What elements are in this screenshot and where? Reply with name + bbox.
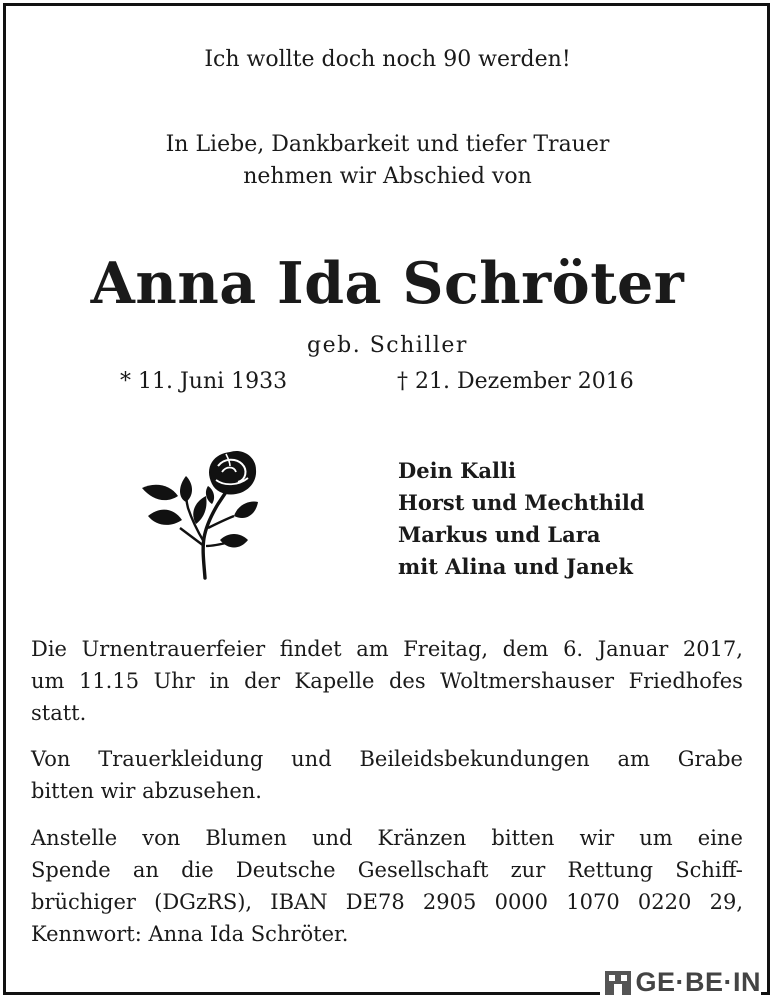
intro-line-1: In Liebe, Dankbarkeit und tiefer Trauer (165, 132, 610, 157)
word: 6. (563, 637, 584, 661)
paragraph-line (31, 743, 743, 775)
word: in (209, 669, 230, 693)
word: Beileidsbekundungen (359, 747, 590, 771)
ceremony-paragraph (31, 633, 743, 729)
word: 0220 (637, 890, 692, 914)
paragraph-line: statt. (31, 701, 87, 725)
word: an (132, 858, 159, 882)
word: am (356, 637, 389, 661)
word: Kapelle (294, 669, 375, 693)
word: 11.15 (78, 669, 140, 693)
word: eine (697, 826, 743, 850)
word: Trauerkleidung (98, 747, 264, 771)
word: am (617, 747, 650, 771)
word: und (311, 826, 353, 850)
word: 2905 (422, 890, 477, 914)
death-date: † 21. Dezember 2016 (397, 369, 634, 394)
intro-line-2: nehmen wir Abschied von (243, 164, 532, 189)
word: Die (31, 637, 67, 661)
quote: Ich wollte doch noch 90 werden! (204, 47, 571, 72)
word: die (181, 858, 214, 882)
deceased-name: Anna Ida Schröter (90, 250, 685, 317)
donation-paragraph (31, 822, 743, 950)
family-list (398, 455, 645, 583)
word: Woltmershauser (440, 669, 615, 693)
word: und (291, 747, 332, 771)
word: Anstelle (31, 826, 118, 850)
word: 29, (709, 890, 743, 914)
paragraph-line: Kennwort: Anna Ida Schröter. (31, 922, 349, 946)
word: Rettung (567, 858, 654, 882)
word: zur (510, 858, 546, 882)
word: findet (279, 637, 342, 661)
word: Januar (597, 637, 669, 661)
word: des (388, 669, 426, 693)
word: Freitag, (403, 637, 489, 661)
family-member: Markus und Lara (398, 522, 601, 547)
word: wir (579, 826, 615, 850)
birth-name: geb. Schiller (307, 333, 468, 358)
rose-icon (138, 446, 260, 584)
word: Uhr (153, 669, 195, 693)
word: Gesellschaft (357, 858, 489, 882)
word: Von (31, 747, 71, 771)
paragraph-line (31, 665, 743, 697)
family-member: mit Alina und Janek (398, 554, 633, 579)
family-member: Horst und Mechthild (398, 490, 645, 515)
word: DE78 (345, 890, 405, 914)
word: Grabe (677, 747, 743, 771)
word: bitten (491, 826, 555, 850)
word: 2017, (682, 637, 743, 661)
paragraph-line (31, 822, 743, 854)
word: brüchiger (31, 890, 136, 914)
word: Kränzen (377, 826, 467, 850)
word: dem (502, 637, 549, 661)
clothing-paragraph (31, 743, 743, 807)
word: 0000 (494, 890, 549, 914)
word: Friedhofes (628, 669, 743, 693)
word: Blumen (205, 826, 287, 850)
logo-text: GE·BE·IN (635, 966, 761, 997)
paragraph-line (31, 886, 743, 918)
family-member: Dein Kalli (398, 458, 516, 483)
word: Schiff- (675, 858, 743, 882)
word: von (142, 826, 181, 850)
publisher-logo (600, 968, 762, 996)
word: IBAN (270, 890, 328, 914)
word: 1070 (566, 890, 620, 914)
word: (DGzRS), (154, 890, 253, 914)
building-icon (604, 969, 632, 995)
paragraph-line: bitten wir abzusehen. (31, 779, 262, 803)
paragraph-line (31, 854, 743, 886)
word: Urnentrauerfeier (81, 637, 266, 661)
word: Deutsche (235, 858, 336, 882)
birth-date: * 11. Juni 1933 (120, 369, 288, 394)
word: der (244, 669, 281, 693)
word: Spende (31, 858, 111, 882)
word: um (31, 669, 65, 693)
word: um (639, 826, 673, 850)
paragraph-line (31, 633, 743, 665)
